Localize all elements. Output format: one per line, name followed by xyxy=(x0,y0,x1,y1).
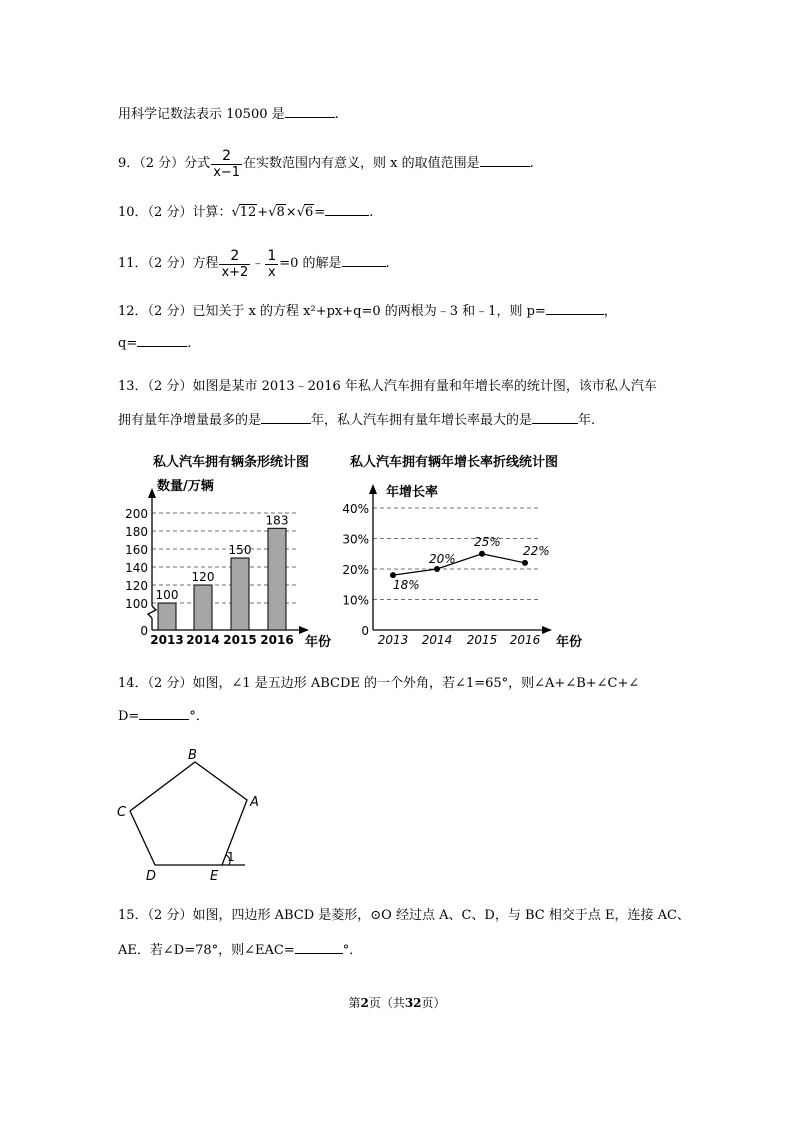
bar-chart-ytick-label: 100 xyxy=(125,597,148,611)
q13-line1: 13．（2 分）如图是某市 2013﹣2016 年私人汽车拥有量和年增长率的统计图，该市私人汽车 xyxy=(118,379,657,394)
line-chart-yaxis-arrow xyxy=(369,484,377,494)
q13-line2c: 年. xyxy=(578,413,596,428)
question-15-line-2 xyxy=(118,940,362,961)
question-13-line-1 xyxy=(118,377,657,397)
bar-chart-xtick-label: 2013 xyxy=(150,633,184,647)
q8-end: . xyxy=(334,107,339,122)
line-chart-ytick-label: 40% xyxy=(342,502,369,516)
q9-end: . xyxy=(529,156,534,171)
bar-chart-bar xyxy=(158,603,176,630)
line-chart-ytick-label: 10% xyxy=(342,593,369,608)
line-chart-data-label: 18% xyxy=(393,578,420,593)
bar-chart-title: 私人汽车拥有辆条形统计图 xyxy=(153,455,310,470)
q10-end: . xyxy=(369,205,374,220)
q12-q-blank[interactable] xyxy=(137,333,187,347)
q15-line2a: AE．若∠D=78°，则∠EAC= xyxy=(118,943,295,958)
vertex-d-label: D xyxy=(146,869,157,884)
pentagon-figure xyxy=(110,745,270,885)
q10-eq: = xyxy=(314,205,326,220)
bar-chart-data-label: 120 xyxy=(191,570,215,584)
vertex-e-label: E xyxy=(210,869,219,884)
line-chart-xtick-label: 2014 xyxy=(421,633,453,647)
q12-end: . xyxy=(187,336,192,351)
vertex-c-label: C xyxy=(117,805,127,820)
bar-chart xyxy=(125,448,350,650)
question-9 xyxy=(118,144,534,184)
line-chart-xaxis-arrow xyxy=(542,626,552,634)
q14-answer-blank[interactable] xyxy=(139,706,189,720)
q9-pre: 9．（2 分）分式 xyxy=(118,156,211,171)
q12-line2: q= xyxy=(118,336,138,351)
line-chart-xtick-label: 2016 xyxy=(509,633,541,647)
question-12-line-1 xyxy=(118,301,617,322)
q11-end: . xyxy=(385,256,390,271)
q13-line2a: 拥有量年净增量最多的是 xyxy=(118,413,262,428)
q11-numerator-1: 2 xyxy=(230,247,240,264)
q11-minus: ﹣ xyxy=(251,256,265,271)
vertex-a-label: A xyxy=(250,795,259,810)
q11-numerator-2: 1 xyxy=(267,247,277,264)
bar-chart-axis-break xyxy=(148,606,156,618)
line-chart-ytick-label: 0 xyxy=(361,624,369,638)
q15-answer-blank[interactable] xyxy=(295,940,343,954)
question-14-line-1 xyxy=(118,674,639,694)
line-chart-ylabel: 年增长率 xyxy=(386,485,439,500)
vertex-b-label: B xyxy=(188,748,197,763)
line-chart-data-label: 22% xyxy=(523,543,550,558)
q11-denominator-1: x+2 xyxy=(221,264,249,280)
bar-chart-yaxis-arrow xyxy=(148,488,156,498)
q10-radicand-1: 12 xyxy=(239,205,257,220)
bar-chart-bar xyxy=(268,528,286,630)
bar-chart-xaxis-arrow xyxy=(299,626,309,634)
sqrt-icon: √ xyxy=(231,205,240,220)
line-chart-title: 私人汽车拥有辆年增长率折线统计图 xyxy=(350,455,559,470)
angle-1-label: 1 xyxy=(227,850,235,864)
question-10 xyxy=(118,202,373,223)
bar-chart-bar xyxy=(231,558,249,630)
q10-pre: 10．（2 分）计算： xyxy=(118,205,232,220)
bar-chart-xtick-label: 2015 xyxy=(223,633,257,647)
q14-line2b: °． xyxy=(189,709,209,724)
q11-fraction-2 xyxy=(265,248,278,280)
q13-blank-2[interactable] xyxy=(532,410,578,424)
q8-answer-blank[interactable] xyxy=(285,104,335,118)
bar-chart-bar xyxy=(194,585,212,630)
q13-blank-1[interactable] xyxy=(261,410,311,424)
q15-line2b: °． xyxy=(342,943,363,958)
q15-line1: 15．（2 分）如图，四边形 ABCD 是菱形，⊙O 经过点 A、C、D，与 BC 相交于点 E，连接 AC、 xyxy=(118,908,690,923)
q8-tail-line xyxy=(118,104,339,125)
sqrt-icon: √ xyxy=(268,205,277,220)
question-12-line-2 xyxy=(118,333,191,354)
q9-answer-blank[interactable] xyxy=(480,153,530,167)
bar-chart-data-label: 100 xyxy=(155,588,179,602)
sqrt-icon: √ xyxy=(296,205,305,220)
line-chart xyxy=(340,448,600,650)
q14-line1: 14．（2 分）如图，∠1 是五边形 ABCDE 的一个外角，若∠1=65°，则∠A+∠B+∠C+∠ xyxy=(118,676,640,691)
q8-text: 用科学记数法表示 10500 是 xyxy=(118,107,285,122)
line-chart-data-label: 20% xyxy=(429,552,456,566)
footer-mid: 页（共 xyxy=(368,996,405,1010)
line-chart-xlabel: 年份 xyxy=(556,635,583,650)
line-chart-xtick-label: 2013 xyxy=(377,633,409,647)
bar-chart-xlabel: 年份 xyxy=(305,635,332,650)
q10-plus: + xyxy=(257,205,269,220)
line-chart-ytick-label: 30% xyxy=(342,532,369,547)
footer-total-pages: 32 xyxy=(404,996,422,1010)
q12-p-blank[interactable] xyxy=(546,301,604,315)
bar-chart-ytick-label: 0 xyxy=(140,624,148,638)
line-chart-data-label: 25% xyxy=(474,534,501,549)
q11-denominator-2: x xyxy=(265,264,278,280)
page-footer xyxy=(0,994,794,1011)
bar-chart-data-label: 183 xyxy=(265,513,289,528)
q11-post: =0 的解是 xyxy=(279,256,342,271)
q13-line2b: 年，私人汽车拥有量年增长率最大的是 xyxy=(311,413,533,428)
q11-answer-blank[interactable] xyxy=(342,253,386,267)
q10-times: × xyxy=(285,205,297,220)
q9-numerator: 2 xyxy=(222,147,232,164)
q10-radicand-3: 6 xyxy=(304,205,314,220)
question-14-line-2 xyxy=(118,706,209,727)
q11-pre: 11．（2 分）方程 xyxy=(118,256,219,271)
q12-line1: 12．（2 分）已知关于 x 的方程 x²+px+q=0 的两根为﹣3 和﹣1，则 p= xyxy=(118,304,546,319)
bar-chart-ytick-label: 180 xyxy=(125,525,148,539)
question-13-line-2 xyxy=(118,410,595,431)
bar-chart-ytick-label: 200 xyxy=(125,507,148,521)
q14-line2a: D= xyxy=(118,709,140,724)
q10-answer-blank[interactable] xyxy=(325,202,369,216)
bar-chart-ylabel: 数量/万辆 xyxy=(157,479,214,494)
bar-chart-xtick-label: 2014 xyxy=(186,633,220,647)
q9-fraction xyxy=(211,148,242,180)
line-chart-point xyxy=(522,560,528,566)
footer-post: 页） xyxy=(421,996,446,1010)
q9-post: 在实数范围内有意义，则 x 的取值范围是 xyxy=(243,156,480,171)
q11-fraction-1 xyxy=(219,248,250,280)
line-chart-series-line xyxy=(393,554,525,575)
question-11 xyxy=(118,244,390,284)
footer-pre: 第 xyxy=(348,996,361,1010)
bar-chart-data-label: 150 xyxy=(228,543,252,557)
q9-denominator: x−1 xyxy=(213,164,241,180)
line-chart-point xyxy=(434,566,440,572)
bar-chart-xtick-label: 2016 xyxy=(260,633,294,647)
line-chart-xtick-label: 2015 xyxy=(466,633,498,647)
q12-sep: ， xyxy=(603,304,617,319)
bar-chart-ytick-label: 140 xyxy=(125,561,148,575)
line-chart-ytick-label: 20% xyxy=(342,563,369,577)
bar-chart-ytick-label: 120 xyxy=(125,579,148,593)
question-15-line-1 xyxy=(118,906,690,926)
line-chart-point xyxy=(479,551,485,557)
footer-page-number: 2 xyxy=(360,996,369,1010)
q10-radicand-2: 8 xyxy=(276,205,285,220)
bar-chart-ytick-label: 160 xyxy=(125,543,148,557)
